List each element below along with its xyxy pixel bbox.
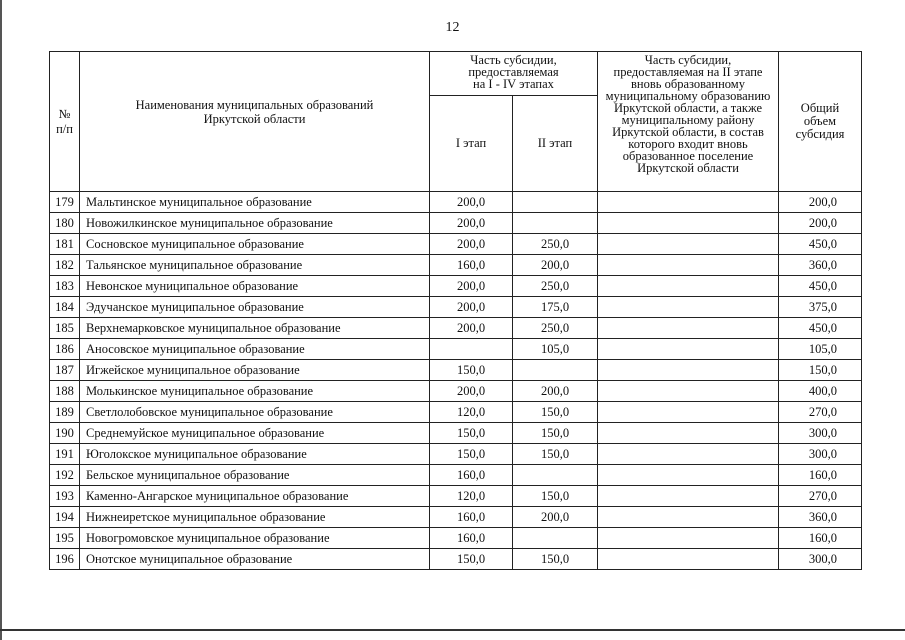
cell-num: 179 <box>50 192 80 213</box>
cell-total: 400,0 <box>779 381 862 402</box>
table-row <box>50 423 862 444</box>
cell-stage1: 160,0 <box>430 528 513 549</box>
cell-total: 200,0 <box>779 213 862 234</box>
cell-num: 184 <box>50 297 80 318</box>
table-row <box>50 234 862 255</box>
cell-new-municipality <box>598 423 779 444</box>
cell-new-municipality <box>598 381 779 402</box>
cell-total: 450,0 <box>779 276 862 297</box>
cell-name: Среднемуйское муниципальное образование <box>80 423 430 444</box>
cell-new-municipality <box>598 192 779 213</box>
table-row <box>50 465 862 486</box>
cell-stage2 <box>513 213 598 234</box>
cell-stage2: 150,0 <box>513 423 598 444</box>
table-row <box>50 528 862 549</box>
cell-new-municipality <box>598 402 779 423</box>
scan-bottom-edge <box>0 629 905 631</box>
cell-new-municipality <box>598 318 779 339</box>
cell-name: Молькинское муниципальное образование <box>80 381 430 402</box>
cell-name: Невонское муниципальное образование <box>80 276 430 297</box>
cell-stage2 <box>513 465 598 486</box>
table-row <box>50 339 862 360</box>
table-row <box>50 549 862 570</box>
cell-stage1: 160,0 <box>430 507 513 528</box>
cell-total: 150,0 <box>779 360 862 381</box>
cell-total: 360,0 <box>779 255 862 276</box>
cell-num: 181 <box>50 234 80 255</box>
cell-new-municipality <box>598 276 779 297</box>
cell-new-municipality <box>598 549 779 570</box>
table-row <box>50 402 862 423</box>
cell-num: 194 <box>50 507 80 528</box>
cell-stage2: 200,0 <box>513 381 598 402</box>
cell-name: Нижнеиретское муниципальное образование <box>80 507 430 528</box>
table-row <box>50 276 862 297</box>
cell-name: Аносовское муниципальное образование <box>80 339 430 360</box>
cell-stage1: 150,0 <box>430 549 513 570</box>
cell-stage2 <box>513 528 598 549</box>
cell-name: Мальтинское муниципальное образование <box>80 192 430 213</box>
cell-stage2: 250,0 <box>513 318 598 339</box>
cell-stage2: 250,0 <box>513 234 598 255</box>
cell-new-municipality <box>598 360 779 381</box>
cell-stage1: 200,0 <box>430 192 513 213</box>
cell-num: 191 <box>50 444 80 465</box>
cell-name: Сосновское муниципальное образование <box>80 234 430 255</box>
cell-stage1 <box>430 339 513 360</box>
cell-num: 190 <box>50 423 80 444</box>
header-name-line2: Иркутской области <box>203 111 306 126</box>
table-row <box>50 381 862 402</box>
cell-new-municipality <box>598 234 779 255</box>
cell-name: Светлолобовское муниципальное образование <box>80 402 430 423</box>
cell-new-municipality <box>598 528 779 549</box>
cell-stage1: 160,0 <box>430 465 513 486</box>
cell-num: 182 <box>50 255 80 276</box>
cell-stage1: 150,0 <box>430 360 513 381</box>
cell-num: 188 <box>50 381 80 402</box>
cell-total: 360,0 <box>779 507 862 528</box>
header-group-line3: на I - IV этапах <box>473 77 554 91</box>
table-row <box>50 486 862 507</box>
table-row <box>50 318 862 339</box>
cell-total: 160,0 <box>779 528 862 549</box>
subsidy-table <box>49 51 862 570</box>
cell-stage1: 150,0 <box>430 444 513 465</box>
cell-stage2: 105,0 <box>513 339 598 360</box>
cell-stage1: 200,0 <box>430 297 513 318</box>
cell-total: 450,0 <box>779 234 862 255</box>
cell-stage2: 150,0 <box>513 444 598 465</box>
cell-stage2 <box>513 192 598 213</box>
cell-stage1: 200,0 <box>430 234 513 255</box>
cell-stage2: 200,0 <box>513 507 598 528</box>
cell-new-municipality <box>598 444 779 465</box>
table-row <box>50 444 862 465</box>
cell-total: 160,0 <box>779 465 862 486</box>
header-group-line2: предоставляемая <box>468 65 559 79</box>
cell-new-municipality <box>598 465 779 486</box>
header-name-line1: Наименования муниципальных образований <box>135 97 374 112</box>
page-number: 12 <box>445 20 460 35</box>
cell-num: 196 <box>50 549 80 570</box>
table-row <box>50 297 862 318</box>
cell-stage2: 250,0 <box>513 276 598 297</box>
cell-num: 186 <box>50 339 80 360</box>
cell-total: 200,0 <box>779 192 862 213</box>
table-row <box>50 255 862 276</box>
cell-total: 270,0 <box>779 486 862 507</box>
table-row <box>50 192 862 213</box>
cell-name: Бельское муниципальное образование <box>80 465 430 486</box>
cell-stage1: 200,0 <box>430 318 513 339</box>
cell-new-municipality <box>598 486 779 507</box>
cell-total: 300,0 <box>779 444 862 465</box>
cell-num: 180 <box>50 213 80 234</box>
cell-total: 300,0 <box>779 423 862 444</box>
cell-stage2: 150,0 <box>513 402 598 423</box>
cell-stage1: 150,0 <box>430 423 513 444</box>
cell-name: Новогромовское муниципальное образование <box>80 528 430 549</box>
cell-name: Верхнемарковское муниципальное образование <box>80 318 430 339</box>
table-row <box>50 360 862 381</box>
cell-name: Тальянское муниципальное образование <box>80 255 430 276</box>
cell-total: 105,0 <box>779 339 862 360</box>
cell-new-municipality <box>598 255 779 276</box>
table-row <box>50 213 862 234</box>
cell-stage2: 175,0 <box>513 297 598 318</box>
cell-new-municipality <box>598 339 779 360</box>
cell-stage2: 150,0 <box>513 549 598 570</box>
cell-stage1: 120,0 <box>430 486 513 507</box>
cell-stage1: 160,0 <box>430 255 513 276</box>
cell-stage2: 200,0 <box>513 255 598 276</box>
cell-total: 375,0 <box>779 297 862 318</box>
header-total: Общий объем субсидия <box>779 52 862 192</box>
header-name <box>80 52 430 192</box>
cell-stage1: 200,0 <box>430 381 513 402</box>
table-row <box>50 507 862 528</box>
cell-total: 300,0 <box>779 549 862 570</box>
cell-new-municipality <box>598 213 779 234</box>
cell-stage2: 150,0 <box>513 486 598 507</box>
cell-name: Игжейское муниципальное образование <box>80 360 430 381</box>
cell-stage1: 200,0 <box>430 276 513 297</box>
scan-left-edge <box>0 0 2 640</box>
cell-new-municipality <box>598 297 779 318</box>
cell-num: 193 <box>50 486 80 507</box>
cell-num: 192 <box>50 465 80 486</box>
cell-name: Онотское муниципальное образование <box>80 549 430 570</box>
header-stage1: I этап <box>430 96 513 192</box>
cell-new-municipality <box>598 507 779 528</box>
cell-num: 185 <box>50 318 80 339</box>
cell-name: Эдучанское муниципальное образование <box>80 297 430 318</box>
cell-stage1: 200,0 <box>430 213 513 234</box>
cell-name: Юголокское муниципальное образование <box>80 444 430 465</box>
table-body <box>50 192 862 570</box>
header-new-municipality: Часть субсидии, предоставляемая на II этапе вновь образованному муниципальному образованию Иркутской области, а также муниципальному району Иркутской области, в состав которого входит вновь образованное поселение Иркутской области <box>598 52 779 192</box>
cell-total: 450,0 <box>779 318 862 339</box>
header-stage2: II этап <box>513 96 598 192</box>
cell-stage1: 120,0 <box>430 402 513 423</box>
cell-stage2 <box>513 360 598 381</box>
header-group-line1: Часть субсидии, <box>470 53 557 67</box>
cell-num: 189 <box>50 402 80 423</box>
header-num: № п/п <box>50 52 80 192</box>
header-stages-group <box>430 52 598 96</box>
cell-name: Каменно-Ангарское муниципальное образование <box>80 486 430 507</box>
cell-total: 270,0 <box>779 402 862 423</box>
cell-name: Новожилкинское муниципальное образование <box>80 213 430 234</box>
cell-num: 195 <box>50 528 80 549</box>
cell-num: 187 <box>50 360 80 381</box>
cell-num: 183 <box>50 276 80 297</box>
